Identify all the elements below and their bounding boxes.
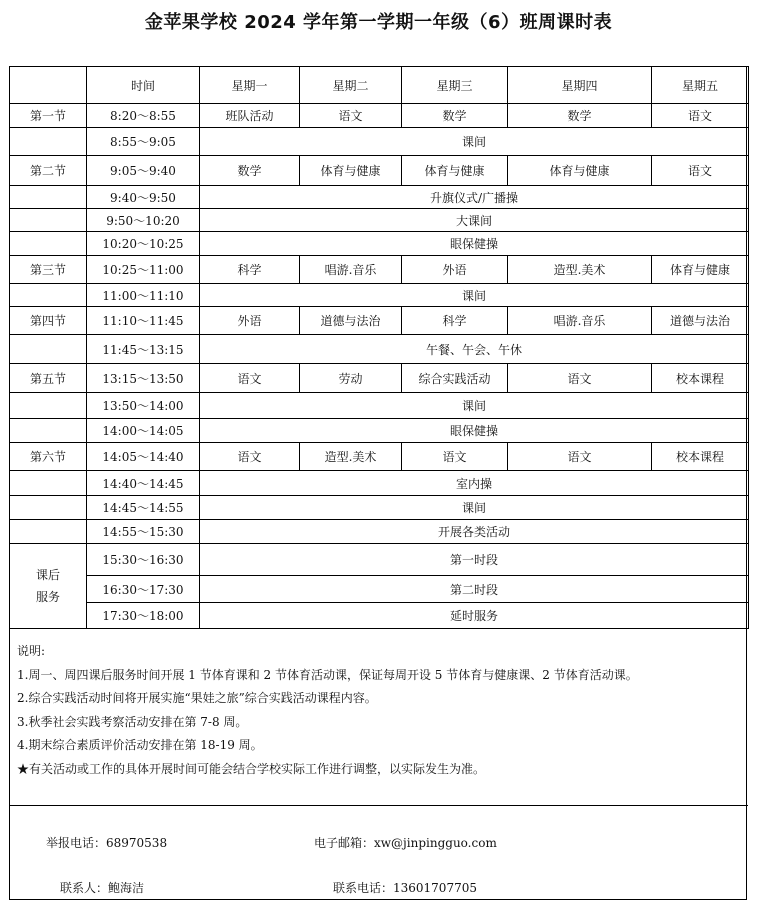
time-slot: 13:15～13:50 <box>87 364 200 393</box>
table-row <box>10 128 749 156</box>
period-label <box>10 284 87 307</box>
subject-cell: 体育与健康 <box>508 156 652 186</box>
note-item: 1.周一、周四课后服务时间开展 1 节体育课和 2 节体育活动课，保证每周开设 5 节体育与健康课、2 节体育活动课。 <box>17 667 638 682</box>
period-label <box>10 209 87 232</box>
merged-activity-cell: 课间 <box>200 496 749 520</box>
merged-activity-cell: 课间 <box>200 284 749 307</box>
time-slot: 14:55～15:30 <box>87 520 200 544</box>
notes-heading: 说明: <box>17 644 46 658</box>
after-school-row <box>10 544 749 576</box>
note-item: ★有关活动或工作的具体开展时间可能会结合学校实际工作进行调整，以实际发生为准。 <box>17 761 486 776</box>
subject-cell: 体育与健康 <box>402 156 508 186</box>
subject-cell: 语文 <box>402 443 508 471</box>
period-label: 第五节 <box>10 364 87 393</box>
after-school-label-line: 服务 <box>35 590 60 604</box>
subject-cell: 综合实践活动 <box>402 364 508 393</box>
header-day-mon: 星期一 <box>200 67 300 104</box>
after-school-row <box>10 576 749 603</box>
subject-cell: 道德与法治 <box>300 307 402 335</box>
time-slot: 13:50～14:00 <box>87 393 200 419</box>
time-slot: 9:05～9:40 <box>87 156 200 186</box>
notes-divider <box>9 805 748 806</box>
subject-cell: 唱游.音乐 <box>508 307 652 335</box>
time-slot: 11:10～11:45 <box>87 307 200 335</box>
note-item: 2.综合实践活动时间将开展实施“果娃之旅”综合实践活动课程内容。 <box>17 691 377 705</box>
time-slot: 14:00～14:05 <box>87 419 200 443</box>
period-label <box>10 335 87 364</box>
table-row <box>10 335 749 364</box>
subject-cell: 体育与健康 <box>300 156 402 186</box>
subject-cell: 语文 <box>300 104 402 128</box>
period-label <box>10 419 87 443</box>
period-label <box>10 393 87 419</box>
note-item: 4.期末综合素质评价活动安排在第 18-19 周。 <box>17 738 263 752</box>
table-row <box>10 104 749 128</box>
subject-cell: 劳动 <box>300 364 402 393</box>
subject-cell: 语文 <box>200 364 300 393</box>
subject-cell: 数学 <box>508 104 652 128</box>
report-phone: 举报电话：68970538 <box>46 836 168 850</box>
time-slot: 14:05～14:40 <box>87 443 200 471</box>
merged-activity-cell: 午餐、午会、午休 <box>200 335 749 364</box>
time-slot: 10:25～11:00 <box>87 256 200 284</box>
after-school-label-line: 课后 <box>35 568 60 582</box>
subject-cell: 科学 <box>200 256 300 284</box>
period-label <box>10 128 87 156</box>
subject-cell: 语文 <box>200 443 300 471</box>
period-label: 第一节 <box>10 104 87 128</box>
time-slot: 17:30～18:00 <box>87 603 200 629</box>
header-time: 时间 <box>87 67 200 104</box>
subject-cell: 语文 <box>508 443 652 471</box>
time-slot: 11:00～11:10 <box>87 284 200 307</box>
subject-cell: 校本课程 <box>652 443 749 471</box>
table-header-row <box>10 67 749 104</box>
table-row <box>10 186 749 209</box>
contact-person: 联系人：鲍海洁 <box>60 881 145 895</box>
period-label <box>10 471 87 496</box>
subject-cell: 唱游.音乐 <box>300 256 402 284</box>
merged-activity-cell: 第一时段 <box>200 544 749 576</box>
table-row <box>10 209 749 232</box>
after-school-label <box>10 544 87 629</box>
merged-activity-cell: 升旗仪式/广播操 <box>200 186 749 209</box>
table-row <box>10 256 749 284</box>
period-label <box>10 232 87 256</box>
subject-cell: 校本课程 <box>652 364 749 393</box>
merged-activity-cell: 第二时段 <box>200 576 749 603</box>
header-period <box>10 67 87 104</box>
page-title: 金苹果学校 2024 学年第一学期一年级（6）班周课时表 <box>144 12 613 33</box>
time-slot: 14:40～14:45 <box>87 471 200 496</box>
time-slot: 15:30～16:30 <box>87 544 200 576</box>
subject-cell: 外语 <box>402 256 508 284</box>
table-row <box>10 156 749 186</box>
subject-cell: 语文 <box>508 364 652 393</box>
time-slot: 9:40～9:50 <box>87 186 200 209</box>
period-label: 第二节 <box>10 156 87 186</box>
header-day-tue: 星期二 <box>300 67 402 104</box>
subject-cell: 造型.美术 <box>508 256 652 284</box>
table-row <box>10 419 749 443</box>
subject-cell: 道德与法治 <box>652 307 749 335</box>
period-label <box>10 520 87 544</box>
header-day-thu: 星期四 <box>508 67 652 104</box>
timetable-body <box>10 67 749 629</box>
merged-activity-cell: 室内操 <box>200 471 749 496</box>
period-label <box>10 186 87 209</box>
merged-activity-cell: 大课间 <box>200 209 749 232</box>
email-address: 电子邮箱：xw@jinpingguo.com <box>314 836 497 850</box>
subject-cell: 体育与健康 <box>652 256 749 284</box>
merged-activity-cell: 眼保健操 <box>200 232 749 256</box>
period-label: 第三节 <box>10 256 87 284</box>
table-row <box>10 496 749 520</box>
time-slot: 8:55～9:05 <box>87 128 200 156</box>
subject-cell: 科学 <box>402 307 508 335</box>
table-row <box>10 520 749 544</box>
time-slot: 8:20～8:55 <box>87 104 200 128</box>
time-slot: 10:20～10:25 <box>87 232 200 256</box>
subject-cell: 班队活动 <box>200 104 300 128</box>
subject-cell: 语文 <box>652 156 749 186</box>
merged-activity-cell: 眼保健操 <box>200 419 749 443</box>
time-slot: 16:30～17:30 <box>87 576 200 603</box>
header-day-fri: 星期五 <box>652 67 749 104</box>
table-row <box>10 393 749 419</box>
after-school-row <box>10 603 749 629</box>
subject-cell: 语文 <box>652 104 749 128</box>
merged-activity-cell: 课间 <box>200 393 749 419</box>
subject-cell: 数学 <box>402 104 508 128</box>
time-slot: 11:45～13:15 <box>87 335 200 364</box>
table-row <box>10 443 749 471</box>
period-label: 第六节 <box>10 443 87 471</box>
contact-phone: 联系电话：13601707705 <box>333 881 477 895</box>
table-row <box>10 232 749 256</box>
merged-activity-cell: 开展各类活动 <box>200 520 749 544</box>
table-row <box>10 364 749 393</box>
table-row <box>10 471 749 496</box>
note-item: 3.秋季社会实践考察活动安排在第 7-8 周。 <box>17 714 248 729</box>
subject-cell: 数学 <box>200 156 300 186</box>
table-row <box>10 307 749 335</box>
timetable <box>9 66 749 629</box>
period-label: 第四节 <box>10 307 87 335</box>
notes-section <box>17 640 742 781</box>
table-row <box>10 284 749 307</box>
time-slot: 14:45～14:55 <box>87 496 200 520</box>
header-day-wed: 星期三 <box>402 67 508 104</box>
period-label <box>10 496 87 520</box>
merged-activity-cell: 课间 <box>200 128 749 156</box>
subject-cell: 造型.美术 <box>300 443 402 471</box>
merged-activity-cell: 延时服务 <box>200 603 749 629</box>
subject-cell: 外语 <box>200 307 300 335</box>
time-slot: 9:50～10:20 <box>87 209 200 232</box>
